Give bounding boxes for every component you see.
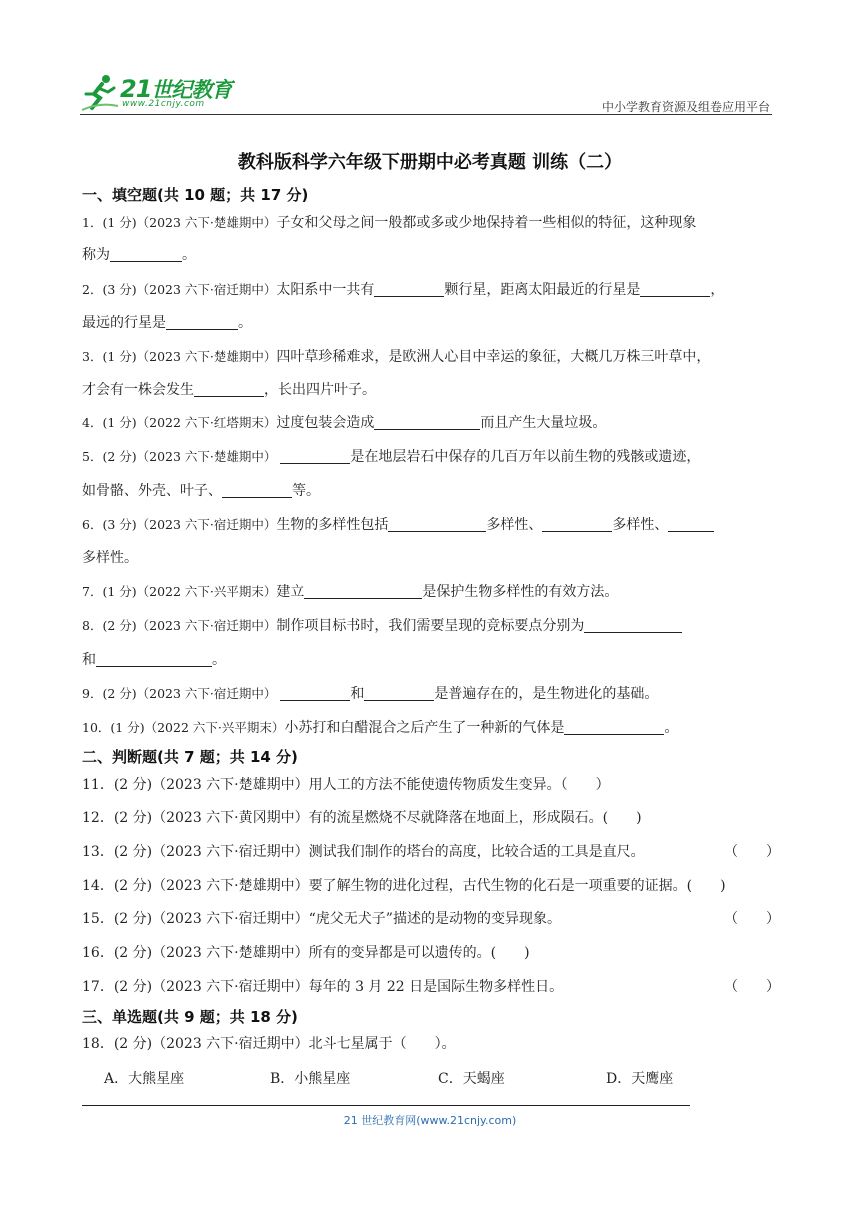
question-11: 11．(2 分)（2023 六下·楚雄期中）用人工的方法不能使遗传物质发生变异。（ ） xyxy=(82,777,610,793)
answer-blank[interactable] xyxy=(166,313,238,330)
answer-blank[interactable] xyxy=(668,515,714,532)
question-text: 15．(2 分)（2023 六下·宿迁期中）“虎父无犬子”描述的是动物的变异现象。 xyxy=(82,911,561,927)
question-1-cont xyxy=(82,245,780,265)
question-text: 和 xyxy=(82,652,96,668)
question-text: 13．(2 分)（2023 六下·宿迁期中）测试我们制作的塔台的高度，比较合适的工具是直尺。 xyxy=(82,844,645,860)
question-7 xyxy=(82,582,780,602)
question-text: 颗行星，距离太阳最近的行星是 xyxy=(444,282,641,298)
question-text: 是保护生物多样性的有效方法。 xyxy=(422,584,619,600)
question-5 xyxy=(82,447,780,467)
question-3-cont xyxy=(82,380,780,400)
question-source: 1．(1 分)（2023 六下·楚雄期中） xyxy=(82,215,277,230)
question-text: 四叶草珍稀难求，是欧洲人心目中幸运的象征，大概几万株三叶草中， xyxy=(276,349,711,365)
question-17 xyxy=(82,977,780,997)
answer-blank[interactable] xyxy=(640,280,710,297)
question-text: 太阳系中一共有 xyxy=(276,282,375,298)
question-source: 6．(3 分)（2023 六下·宿迁期中） xyxy=(82,517,277,532)
question-8 xyxy=(82,616,780,636)
question-text: 是普遍存在的，是生物进化的基础。 xyxy=(434,686,659,702)
question-text: 多样性。 xyxy=(82,550,138,566)
section-heading-fill-blank: 一、填空题(共 10 题；共 17 分) xyxy=(82,186,309,204)
question-16: 16．(2 分)（2023 六下·楚雄期中）所有的变异都是可以遗传的。( ) xyxy=(82,945,530,961)
question-3 xyxy=(82,347,780,367)
logo-url: www.21cnjy.com xyxy=(122,99,205,109)
page-title: 教科版科学六年级下册期中必考真题 训练（二） xyxy=(237,152,623,173)
answer-blank[interactable] xyxy=(280,684,350,701)
question-6 xyxy=(82,515,780,535)
question-text: 。 xyxy=(238,315,252,331)
question-text: 17．(2 分)（2023 六下·宿迁期中）每年的 3 月 22 日是国际生物多样性日。 xyxy=(82,979,564,995)
answer-blank[interactable] xyxy=(374,280,444,297)
question-12: 12．(2 分)（2023 六下·黄冈期中）有的流星燃烧不尽就降落在地面上，形成陨石。( ) xyxy=(82,810,642,826)
question-text: 是在地层岩石中保存的几百万年以前生物的残骸或遗迹， xyxy=(350,449,701,465)
question-text: 。 xyxy=(182,247,196,263)
question-text: 制作项目标书时，我们需要呈现的竞标要点分别为 xyxy=(276,618,585,634)
answer-blank[interactable] xyxy=(96,650,212,667)
question-15 xyxy=(82,909,780,929)
question-6-cont xyxy=(82,548,780,568)
question-text: ， xyxy=(710,282,725,298)
header-divider xyxy=(80,114,772,115)
question-2-cont xyxy=(82,313,780,333)
question-1 xyxy=(82,213,780,233)
answer-parentheses[interactable]: （ ） xyxy=(724,844,780,860)
section-heading-single-choice: 三、单选题(共 9 题；共 18 分) xyxy=(82,1008,298,1026)
answer-blank[interactable] xyxy=(304,582,422,599)
question-text: ，长出四片叶子。 xyxy=(264,382,376,398)
option-a[interactable]: A．大熊星座 xyxy=(104,1071,185,1087)
question-text: 。 xyxy=(212,652,226,668)
question-18: 18．(2 分)（2023 六下·宿迁期中）北斗七星属于（ ）。 xyxy=(82,1036,456,1052)
answer-blank[interactable] xyxy=(388,515,486,532)
question-source: 8．(2 分)（2023 六下·宿迁期中） xyxy=(82,618,277,633)
answer-parentheses[interactable]: （ ） xyxy=(724,911,780,927)
logo-number: 21 xyxy=(120,75,152,103)
question-text: 称为 xyxy=(82,247,110,263)
option-d[interactable]: D．天鹰座 xyxy=(606,1071,674,1087)
question-4 xyxy=(82,413,780,433)
answer-blank[interactable] xyxy=(584,616,682,633)
question-source: 4．(1 分)（2022 六下·红塔期末） xyxy=(82,415,277,430)
question-text: 如骨骼、外壳、叶子、 xyxy=(82,483,222,499)
question-text: 建立 xyxy=(276,584,305,600)
question-text: 最远的行星是 xyxy=(82,315,166,331)
answer-blank[interactable] xyxy=(564,718,664,735)
answer-blank[interactable] xyxy=(364,684,434,701)
question-5-cont xyxy=(82,481,780,501)
question-text: 等。 xyxy=(292,483,320,499)
question-text: 小苏打和白醋混合之后产生了一种新的气体是 xyxy=(284,720,565,736)
question-8-cont xyxy=(82,650,780,670)
runner-icon xyxy=(80,72,120,112)
section-heading-true-false: 二、判断题(共 7 题；共 14 分) xyxy=(82,748,298,766)
question-2 xyxy=(82,280,780,300)
question-text: 。 xyxy=(664,720,679,736)
question-source: 5．(2 分)（2023 六下·楚雄期中） xyxy=(82,449,277,464)
question-source: 10．(1 分)（2022 六下·兴平期末） xyxy=(82,720,285,735)
question-13 xyxy=(82,842,780,862)
question-text: 多样性、 xyxy=(612,517,669,533)
answer-blank[interactable] xyxy=(374,413,480,430)
question-text: 子女和父母之间一般都或多或少地保持着一些相似的特征，这种现象 xyxy=(276,215,697,231)
answer-blank[interactable] xyxy=(194,380,264,397)
logo-chinese: 世纪教育 xyxy=(151,78,232,102)
option-c[interactable]: C．天蝎座 xyxy=(438,1071,505,1087)
footer-link[interactable]: 21 世纪教育网(www.21cnjy.com) xyxy=(343,1114,517,1127)
question-text: 才会有一株会发生 xyxy=(82,382,194,398)
question-source: 7．(1 分)（2022 六下·兴平期末） xyxy=(82,584,277,599)
question-10 xyxy=(82,718,780,738)
question-9 xyxy=(82,684,780,704)
question-source: 2．(3 分)（2023 六下·宿迁期中） xyxy=(82,282,277,297)
answer-blank[interactable] xyxy=(222,481,292,498)
footer-divider xyxy=(82,1105,690,1106)
question-source: 3．(1 分)（2023 六下·楚雄期中） xyxy=(82,349,277,364)
question-source: 9．(2 分)（2023 六下·宿迁期中） xyxy=(82,686,277,701)
question-text: 过度包装会造成 xyxy=(276,415,375,431)
brand-logo xyxy=(80,68,250,116)
answer-blank[interactable] xyxy=(542,515,612,532)
question-text: 生物的多样性包括 xyxy=(276,517,389,533)
question-text: 和 xyxy=(350,686,365,702)
question-14: 14．(2 分)（2023 六下·楚雄期中）要了解生物的进化过程，古代生物的化石是一项重要的证据。( ) xyxy=(82,878,726,894)
option-b[interactable]: B．小熊星座 xyxy=(270,1071,351,1087)
question-text: 而且产生大量垃圾。 xyxy=(480,415,607,431)
page-header xyxy=(80,68,772,116)
answer-blank[interactable] xyxy=(110,245,182,262)
answer-blank[interactable] xyxy=(280,447,350,464)
header-platform-text: 中小学教育资源及组卷应用平台 xyxy=(601,100,770,114)
answer-parentheses[interactable]: （ ） xyxy=(724,979,780,995)
question-text: 多样性、 xyxy=(486,517,543,533)
